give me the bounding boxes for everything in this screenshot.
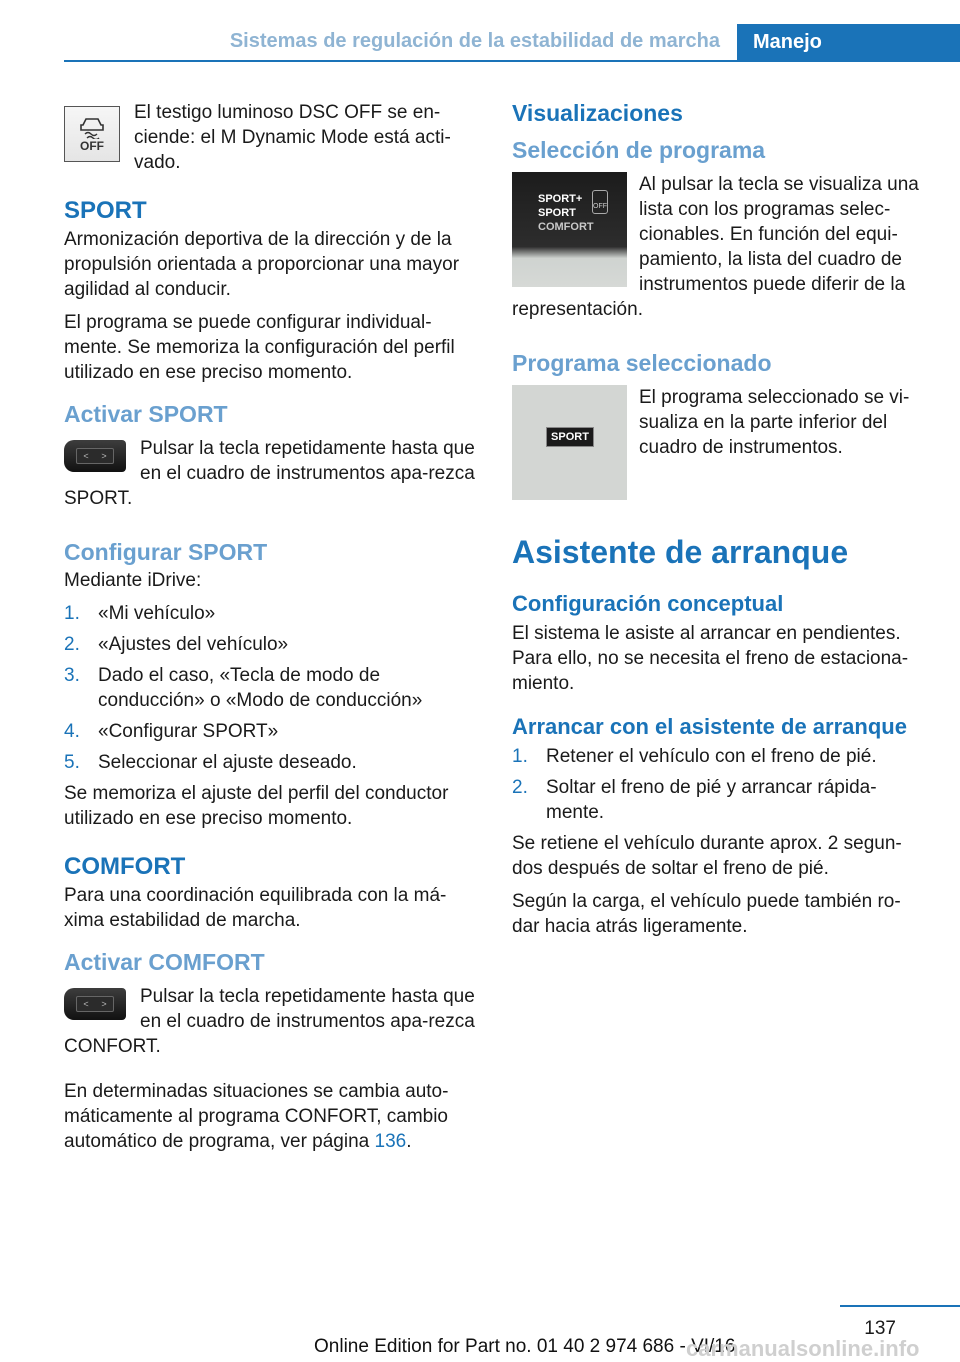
list-item: 4. «Configurar SPORT» xyxy=(64,721,279,742)
seleccion-text: Al pulsar la tecla se visualiza una lista con los programas selec‐cionables. En función del equi‐pamiento, la lista del cuadro de instrumentos puede diferir de la representación. xyxy=(512,174,919,320)
seleccion-programa-heading: Selección de programa xyxy=(512,137,766,163)
comfort-paragraph: Para una coordinación equilibrada con la má‐xima estabilidad de marcha. xyxy=(64,885,447,931)
display-menu-item: SPORT xyxy=(538,207,576,219)
programa-section xyxy=(512,385,928,500)
right-column xyxy=(512,100,928,947)
list-item: 3. Dado el caso, «Tecla de modo de conducción» o «Modo de conducción» xyxy=(64,665,423,711)
driving-mode-switch-icon: < > xyxy=(64,440,126,472)
list-item: 5. Seleccionar el ajuste deseado. xyxy=(64,752,357,773)
sport-badge: SPORT xyxy=(546,427,594,447)
footer-rule xyxy=(840,1305,960,1307)
activar-comfort-section xyxy=(64,984,477,1059)
comfort-heading: COMFORT xyxy=(64,853,186,880)
activar-sport-text: Pulsar la tecla repetidamente hasta que en el cuadro de instrumentos apa‐rezca SPORT. xyxy=(64,438,475,509)
list-item: 1. «Mi vehículo» xyxy=(64,603,216,624)
arrancar-paragraph-2: Según la carga, el vehículo puede también ro‐dar hacia atrás ligeramente. xyxy=(512,891,901,937)
display-menu-item: SPORT+ xyxy=(538,193,583,205)
sport-paragraph-2: El programa se puede configurar individual‐mente. Se memoriza la configuración del perfil utilizado en ese preciso momento. xyxy=(64,312,455,383)
configurar-after-text: Se memoriza el ajuste del perfil del conductor utilizado en ese preciso momento. xyxy=(64,783,449,829)
dsc-off-section xyxy=(64,100,477,175)
watermark: carmanualsonline.info xyxy=(686,1336,920,1361)
configuracion-conceptual-heading: Configuración conceptual xyxy=(512,591,784,616)
arrancar-paragraph-1: Se retiene el vehículo durante aprox. 2 segun‐dos después de soltar el freno de pié. xyxy=(512,833,902,879)
activar-comfort-text: Pulsar la tecla repetidamente hasta que en el cuadro de instrumentos apa‐rezca CONFORT. xyxy=(64,986,475,1057)
header-tab-manejo: Manejo xyxy=(737,24,960,62)
list-item: 2. Soltar el freno de pié y arrancar rápida‐mente. xyxy=(512,777,877,823)
left-column xyxy=(64,100,477,1154)
sport-paragraph-1: Armonización deportiva de la dirección y de la propulsión orientada a proporcionar una mayor agilidad al conducir. xyxy=(64,229,460,300)
activar-sport-heading: Activar SPORT xyxy=(64,401,228,427)
driving-mode-switch-icon: < > xyxy=(64,988,126,1020)
page-number: 137 xyxy=(864,1318,896,1339)
dsc-off-text: El testigo luminoso DSC OFF se en‐ciende: el M Dynamic Mode está acti‐vado. xyxy=(134,102,451,173)
visualizaciones-heading: Visualizaciones xyxy=(512,100,683,126)
edition-text: Online Edition for Part no. 01 40 2 974 686 - VI/16 xyxy=(314,1336,736,1357)
display-menu-item: COMFORT xyxy=(538,221,594,233)
configurar-intro: Mediante iDrive: xyxy=(64,570,202,591)
header-rule xyxy=(64,60,960,62)
configurar-sport-heading: Configurar SPORT xyxy=(64,539,268,565)
selected-program-display-image xyxy=(512,385,627,500)
arrancar-heading: Arrancar con el asistente de arranque xyxy=(512,714,907,739)
cambio-automatico-paragraph: En determinadas situaciones se cambia auto‐máticamente al programa CONFORT, cambio automático de programa, ver página 136. xyxy=(64,1081,449,1152)
asistente-heading: Asistente de arranque xyxy=(512,534,849,570)
activar-comfort-heading: Activar COMFORT xyxy=(64,949,265,975)
programa-text: El programa seleccionado se vi‐sualiza en la parte inferior del cuadro de instrumentos. xyxy=(639,387,910,458)
activar-sport-section xyxy=(64,436,477,511)
dsc-off-display-icon: OFF xyxy=(592,190,608,214)
page-reference-link[interactable]: 136 xyxy=(374,1131,407,1152)
configurar-steps-list xyxy=(64,601,477,775)
list-item: 2. «Ajustes del vehículo» xyxy=(64,634,289,655)
dsc-off-icon-label: OFF xyxy=(80,139,104,153)
programa-seleccionado-heading: Programa seleccionado xyxy=(512,350,772,376)
sport-heading: SPORT xyxy=(64,197,147,224)
seleccion-section xyxy=(512,172,928,322)
header-title: Sistemas de regulación de la estabilidad de marcha xyxy=(229,30,720,52)
car-skid-icon xyxy=(77,115,107,139)
configuracion-text: El sistema le asiste al arrancar en pendientes. Para ello, no se necesita el freno de estaciona‐miento. xyxy=(512,623,909,694)
program-list-display-image xyxy=(512,172,627,287)
list-item: 1. Retener el vehículo con el freno de pié. xyxy=(512,746,877,767)
dsc-off-icon xyxy=(64,106,120,162)
arrancar-steps-list xyxy=(512,744,928,825)
